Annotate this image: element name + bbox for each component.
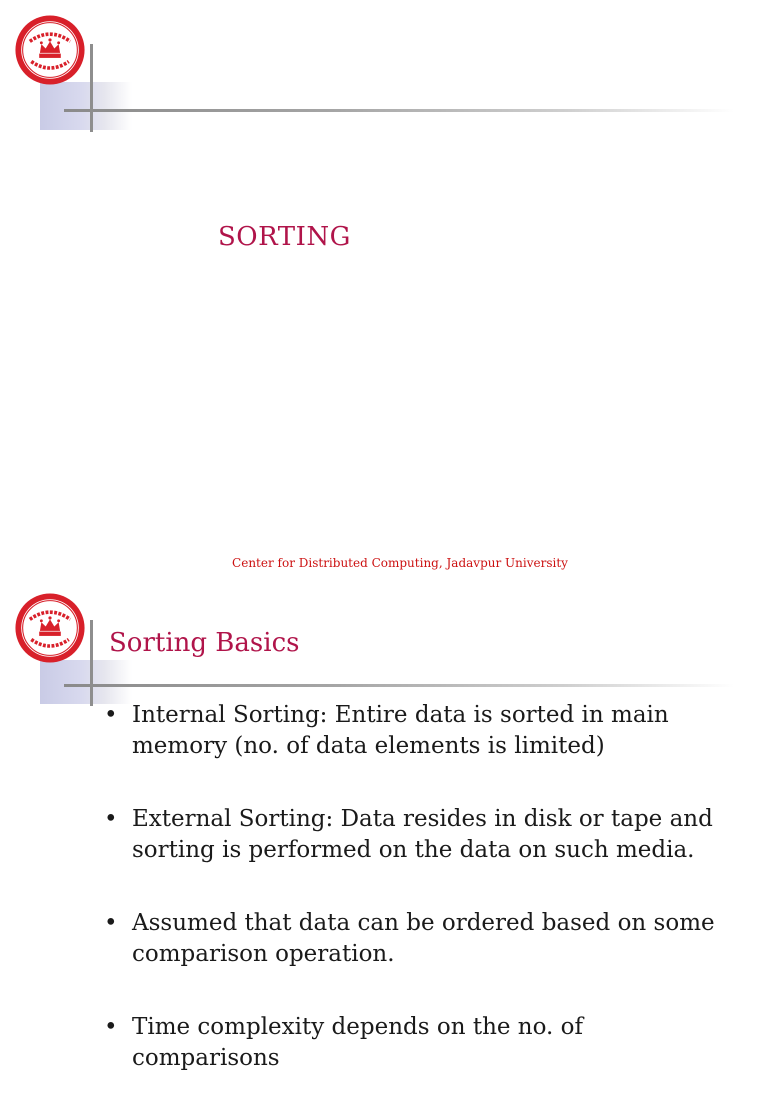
bullet-item	[104, 700, 724, 762]
bullet-marker: •	[104, 702, 118, 728]
decorative-shade-block	[40, 660, 132, 704]
horizontal-divider	[64, 109, 734, 112]
slide-footer: Center for Distributed Computing, Jadavpur University	[232, 556, 568, 570]
vertical-divider	[90, 620, 93, 706]
slide-heading: Sorting Basics	[109, 628, 300, 658]
bullet-item	[104, 804, 724, 866]
bullet-text: Time complexity depends on the no. of comparisons	[132, 1014, 584, 1071]
university-seal-icon	[14, 592, 86, 664]
bullet-marker: •	[104, 1014, 118, 1040]
university-seal-icon	[14, 14, 86, 86]
horizontal-divider	[64, 684, 734, 687]
content-slide	[0, 580, 768, 1071]
bullet-list	[104, 700, 724, 1116]
bullet-text: Internal Sorting: Entire data is sorted in main memory (no. of data elements is limited)	[132, 702, 669, 759]
bullet-text: Assumed that data can be ordered based on some comparison operation.	[132, 910, 715, 967]
bullet-item	[104, 908, 724, 970]
bullet-text: External Sorting: Data resides in disk or tape and sorting is performed on the data on such media.	[132, 806, 713, 863]
decorative-shade-block	[40, 82, 132, 130]
bullet-marker: •	[104, 910, 118, 936]
slide-title: SORTING	[218, 222, 351, 252]
bullet-item	[104, 1012, 724, 1074]
bullet-marker: •	[104, 806, 118, 832]
vertical-divider	[90, 44, 93, 132]
